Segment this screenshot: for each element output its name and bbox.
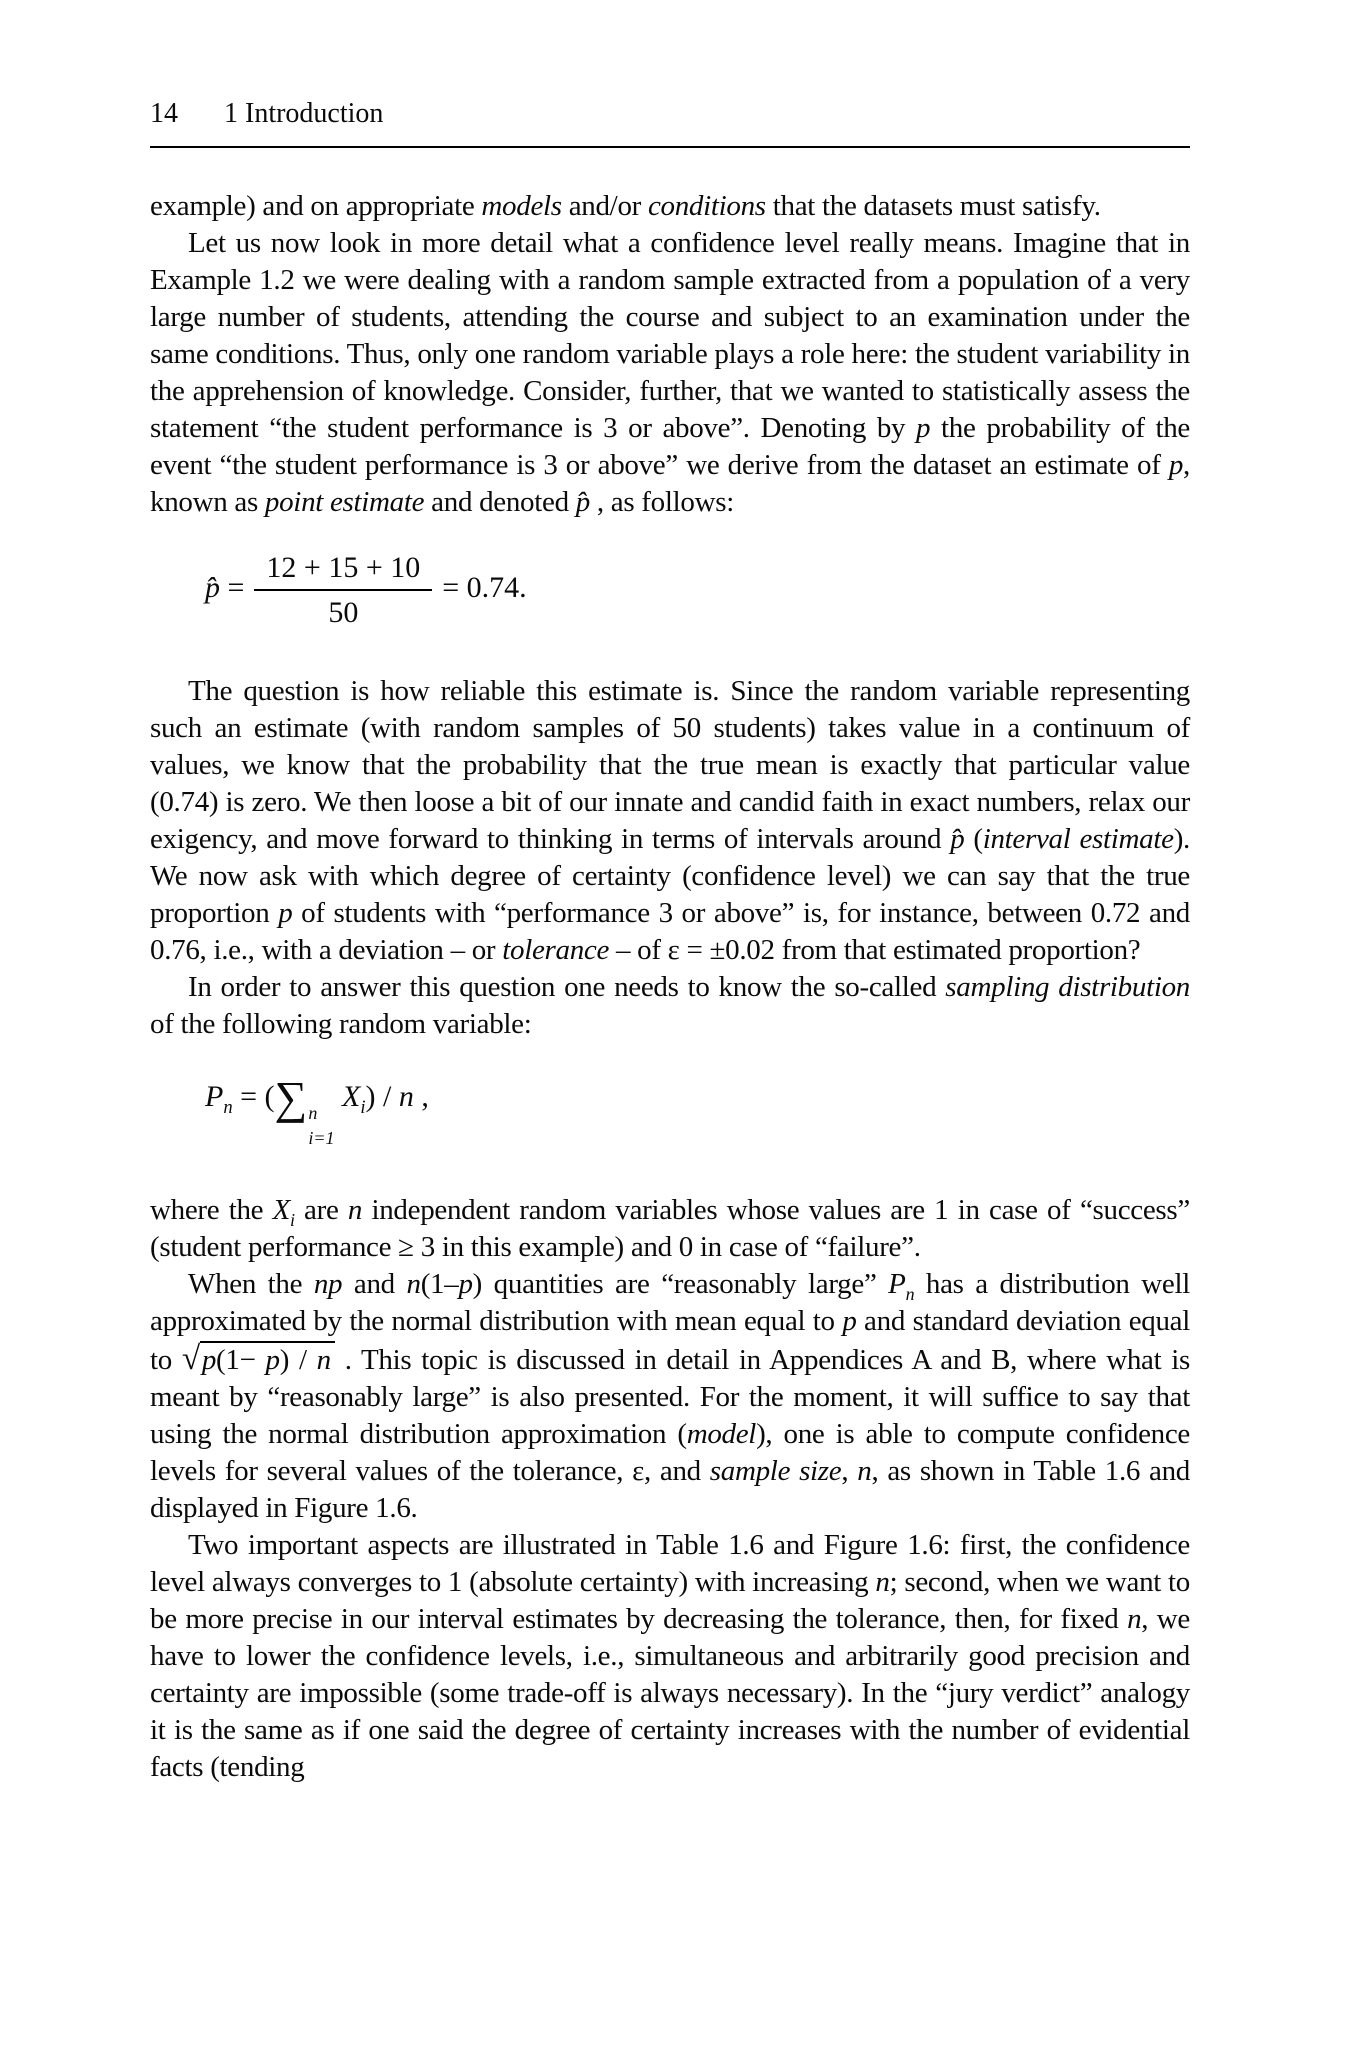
P-subscript: n bbox=[223, 1097, 233, 1118]
paragraph-in-order-to-answer: In order to answer this question one needs to know the so-called sampling distribution of the following random variable: bbox=[150, 971, 1190, 1040]
n-symbol: n bbox=[398, 1080, 414, 1113]
text-column bbox=[150, 98, 1190, 1786]
paragraph-question-reliable: The question is how reliable this estimate is. Since the random variable representing such an estimate (with random samples of 50 students) takes value in a continuum of values, we know that the probability that the true mean is exactly that particular value (0.74) is zero. We then loose a bit of our innate and candid faith in exact numbers, relax our exigency, and move forward to thinking in terms of intervals around p̂ (interval estimate). We now ask with which degree of certainty (confidence level) we can say that the true proportion p of students with “performance 3 or above” is, for instance, between 0.72 and 0.76, i.e., with a deviation – or tolerance – of ε = ±0.02 from that estimated proportion? bbox=[150, 675, 1191, 966]
paragraph-confidence-level: Let us now look in more detail what a confidence level really means. Imagine that in Example 1.2 we were dealing with a random sample extracted from a population of a very large number of students, attending the course and subject to an examination under the same conditions. Thus, only one random variable plays a role here: the student variability in the apprehension of knowledge. Consider, further, that we wanted to statistically assess the statement “the student performance is 3 or above”. Denoting by p the probability of the event “the student performance is 3 or above” we derive from the dataset an estimate of p, known as point estimate and denoted p̂ , as follows: bbox=[150, 227, 1190, 518]
page-number: 14 bbox=[150, 98, 178, 129]
header-rule bbox=[150, 146, 1190, 148]
formula-sampling-distribution bbox=[205, 1073, 1190, 1148]
fraction-denominator: 50 bbox=[254, 589, 432, 629]
X-subscript: i bbox=[360, 1097, 366, 1118]
sqrt-expression: √p(1− p) / n bbox=[182, 1344, 335, 1376]
paragraph-when-np: When the np and n(1–p) quantities are “reasonably large” $P_n$ has a distribution well approximated by the normal distribution with mean equal to p and standard deviation equal to √p(1− p) / n . This topic is discussed in detail in Appendices A and B, where what is meant by “reasonably large” is also presented. For the moment, it will suffice to say that using the normal distribution approximation (model), one is able to compute confidence levels for several values of the tolerance, ε, and sample size, n, as shown in Table 1.6 and displayed in Figure 1.6. bbox=[150, 1268, 1191, 1524]
P-symbol: P bbox=[205, 1080, 224, 1113]
phat-symbol: p̂ bbox=[205, 570, 220, 604]
sigma-sum-symbol: ∑ bbox=[274, 1072, 308, 1123]
sum-limits bbox=[308, 1104, 334, 1148]
fraction-numerator: 12 + 15 + 10 bbox=[266, 551, 421, 584]
trailing-comma: , bbox=[413, 1080, 429, 1113]
formula-result: = 0.74. bbox=[442, 570, 527, 604]
equals-sign: = bbox=[227, 570, 245, 604]
equals-open-paren: = ( bbox=[232, 1080, 275, 1113]
X-symbol: X bbox=[342, 1080, 361, 1113]
page-body bbox=[150, 188, 1190, 1786]
sum-lower-limit: i=1 bbox=[308, 1128, 335, 1149]
sum-upper-limit: n bbox=[308, 1103, 318, 1123]
paragraph-two-aspects: Two important aspects are illustrated in Table 1.6 and Figure 1.6: first, the confidence level always converges to 1 (absolute certainty) with increasing n; second, when we want to be more precise in our interval estimates by decreasing the tolerance, then, for fixed n, we have to lower the confidence levels, i.e., simultaneous and arbitrarily good precision and certainty are impossible (some trade-off is always necessary). In the “jury verdict” analogy it is the same as if one said the degree of certainty increases with the number of evidential facts (tending bbox=[150, 1529, 1191, 1783]
paragraph-where-xi: where the $X_i$ are n independent random variables whose values are 1 in case of “success” (student performance ≥ 3 in this example) and 0 in case of “failure”. bbox=[150, 1194, 1190, 1263]
formula-point-estimate bbox=[205, 551, 1190, 629]
fraction bbox=[254, 551, 432, 629]
paragraph-continuation: example) and on appropriate models and/or conditions that the datasets must satisfy. bbox=[150, 190, 1101, 222]
close-paren-divide: ) / bbox=[365, 1080, 399, 1113]
chapter-title: 1 Introduction bbox=[224, 98, 384, 129]
running-header bbox=[150, 98, 1190, 148]
